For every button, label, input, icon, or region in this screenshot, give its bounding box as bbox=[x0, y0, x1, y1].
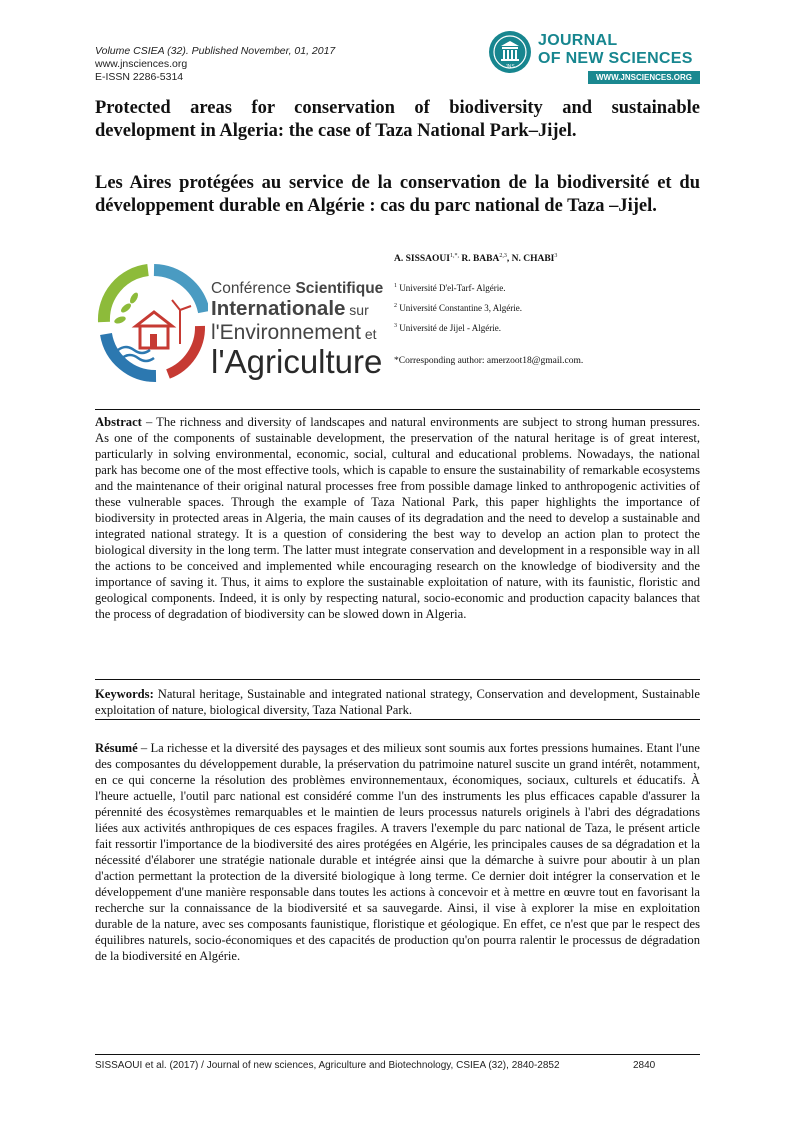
affiliation-2-text: Université Constantine 3, Algérie. bbox=[397, 303, 522, 313]
keywords-label: Keywords: bbox=[95, 687, 154, 701]
resume bbox=[95, 740, 700, 964]
title-english: Protected areas for conservation of biodiversity and sustainable development in Algeria: the case of Taza National Park–Jijel. bbox=[95, 98, 700, 141]
conf-line1b: Scientifique bbox=[295, 280, 384, 297]
affiliation-2-num: 2 bbox=[394, 303, 397, 309]
abstract-top-rule bbox=[95, 409, 700, 410]
journal-url: WWW.JNSCIENCES.ORG bbox=[588, 71, 700, 84]
resume-label: Résumé bbox=[95, 741, 138, 755]
journal-name-line1: JOURNAL bbox=[538, 32, 618, 49]
header-meta bbox=[95, 45, 335, 84]
affiliation-3-text: Université de Jijel - Algérie. bbox=[397, 323, 501, 333]
conference-logo bbox=[96, 264, 382, 384]
conf-line3b: et bbox=[360, 326, 377, 342]
volume-info: Volume CSIEA (32). Published November, 01, 2017 bbox=[95, 45, 336, 57]
affiliation-3-num: 3 bbox=[394, 323, 397, 329]
footer-citation: SISSAOUI et al. (2017) / Journal of new sciences, Agriculture and Biotechnology, CSIEA (32), 2840-2852 bbox=[95, 1060, 560, 1071]
conf-line3a: l'Environnement bbox=[211, 321, 361, 344]
conference-emblem-icon bbox=[96, 264, 208, 384]
affiliation-1-text: Université D'el-Tarf- Algérie. bbox=[397, 283, 506, 293]
conf-line4: l'Agriculture bbox=[211, 343, 383, 380]
author-1: A. SISSAOUI bbox=[394, 254, 450, 265]
issn: E-ISSN 2286-5314 bbox=[95, 71, 184, 83]
keywords bbox=[95, 686, 700, 718]
website: www.jnsciences.org bbox=[95, 58, 188, 70]
affiliation-2 bbox=[394, 303, 522, 313]
author-3-sup: 3 bbox=[554, 253, 558, 259]
resume-text: – La richesse et la diversité des paysages et des milieux sont soumis aux fortes pressions humaines. Etant l'une des composantes du développement durable, la préservation du patrimoine naturel suscite un grand intérêt, notamment, en ce qui concerne la résolution des problèmes environnementaux, économiques, sociaux, culturels et éducatifs. À l'heure actuelle, l'outil parc national est considéré comme l'un des instruments les plus efficaces capable d'assurer la pérennité des écosystèmes remarquables et le maintien de leurs processus naturels originels à l'abri des dégradations liées aux activités anthropiques de ces espaces fragiles. A travers l'exemple du parc national de Taza, le présent article fait ressortir l'importance de la biodiversité des aires protégées en Algérie, les principales causes de sa dégradation et la nécessité d'élaborer une stratégie nationale durable et intégrée ainsi que la démarche à suivre pour aboutir à un plan d'action permettant la protection de la diversité biologique à long terme. Ce dernier doit intégrer la conservation et le développement d'une manière responsable dans toutes les actions à concevoir et à mettre en œuvre tout en favorisant la recherche sur la connaissance de la biodiversité et sa sauvegarde. Ainsi, il vise à explorer la mise en exploitation durable de la nature, avec ses composants faunistique, floristique et géologique. En effet, ce n'est que par le respect des équilibres naturels, socio-économiques et des capacités de production qu'on pourra ralentir le processus de dégradation de la biodiversité en Algérie. bbox=[95, 741, 700, 963]
conf-line2b: sur bbox=[345, 302, 369, 318]
journal-name-line2: OF NEW SCIENCES bbox=[538, 50, 693, 67]
journal-emblem-icon bbox=[488, 30, 532, 74]
author-list bbox=[394, 253, 557, 264]
author-3: , N. CHABI bbox=[506, 254, 555, 265]
conf-line2a: Internationale bbox=[211, 297, 346, 320]
page-number: 2840 bbox=[633, 1060, 656, 1071]
footer-rule bbox=[95, 1054, 700, 1055]
abstract-bottom-rule bbox=[95, 679, 700, 680]
journal-logo bbox=[488, 28, 703, 90]
corresponding-author: *Corresponding author: amerzoot18@gmail.com. bbox=[394, 356, 584, 366]
abstract bbox=[95, 414, 700, 622]
author-2: R. BABA bbox=[458, 254, 500, 265]
author-1-sup: 1,*, bbox=[449, 253, 459, 259]
conference-name bbox=[211, 280, 383, 378]
affiliation-1 bbox=[394, 283, 505, 293]
journal-emblem-text: JNS bbox=[505, 64, 515, 70]
affiliation-3 bbox=[394, 323, 501, 333]
keywords-bottom-rule bbox=[95, 719, 700, 720]
abstract-label: Abstract bbox=[95, 415, 142, 429]
conf-line1a: Conférence bbox=[211, 280, 296, 297]
keywords-text: Natural heritage, Sustainable and integrated national strategy, Conservation and development, Sustainable exploitation of nature, biological diversity, Taza National Park. bbox=[95, 687, 700, 717]
title-french: Les Aires protégées au service de la conservation de la biodiversité et du développement durable en Algérie : cas du parc national de Taza –Jijel. bbox=[95, 173, 700, 216]
author-2-sup: 2,3 bbox=[499, 253, 507, 259]
footer bbox=[95, 1060, 656, 1071]
affiliation-1-num: 1 bbox=[394, 283, 397, 289]
abstract-text: – The richness and diversity of landscapes and natural environments are subject to strong human pressures. As one of the components of sustainable development, the preservation of the natural heritage is of great interest, particularly in solving environmental, economic, social, cultural and educational problems. Nowadays, the national park has become one of the most effective tools, which is capable to ensure the sustainability of remarkable ecosystems and the maintenance of their original natural processes free from possible damage linked to anthropogenic activities of these vulnerable spaces. Through the example of Taza National Park, this paper highlights the importance of biodiversity in protected areas in Algeria, the main causes of its degradation and the need to develop a sustainable and integrated national strategy. It is a question of considering the best way to develop an action plan to protect the biological diversity in the long term. The latter must integrate conservation and development in a responsible way in all the actions to be conceived and implemented while encouraging research on the knowledge of biodiversity and the importance of saving it. Thus, it aims to explore the sustainable exploitation of nature, with its faunistic, floristic and geological components. Indeed, it is only by respecting natural, socio-economic and production capacity balances that the process of degradation of biodiversity can be slowed down in Algeria. bbox=[95, 415, 700, 621]
